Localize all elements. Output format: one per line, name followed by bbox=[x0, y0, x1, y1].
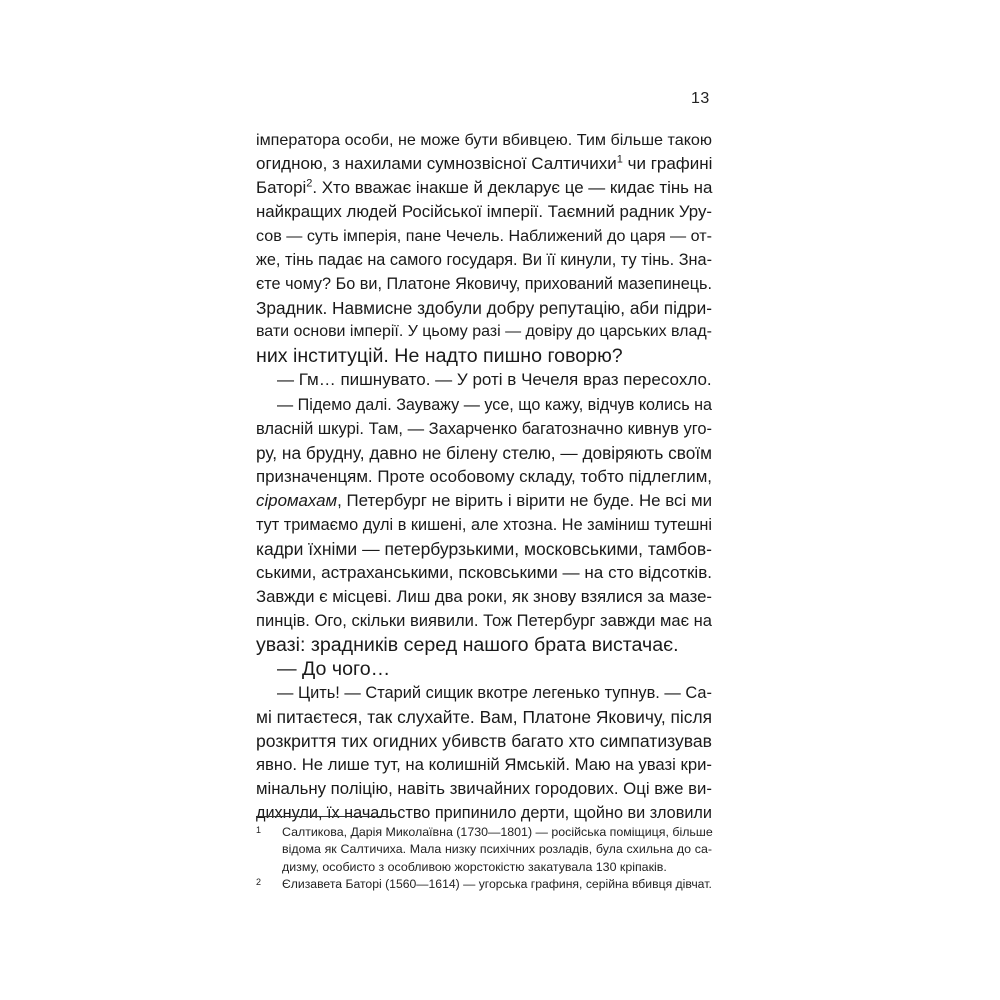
text-line bbox=[256, 393, 712, 417]
text-line-content: — До чого… bbox=[277, 658, 391, 681]
text-line-content: ськими, астраханськими, псковськими — на сто відсотків. bbox=[256, 562, 712, 582]
text-line-content: сов — суть імперія, пане Чечель. Наближений до царя — от- bbox=[256, 227, 712, 246]
footnote-line: Салтикова, Дарія Миколаївна (1730—1801) — російська поміщиця, більше bbox=[282, 825, 713, 839]
italic-word: сіромахам bbox=[256, 490, 338, 510]
text-line bbox=[256, 585, 712, 609]
footnote-separator bbox=[256, 816, 389, 817]
text-line-content: увазі: зрадників серед нашого брата вистачає. bbox=[256, 633, 679, 656]
text-line-content: — Гм… пишнувато. — У роті в Чечеля враз пересохло. bbox=[277, 370, 712, 390]
text-line-content: них інституцій. Не надто пишно говорю? bbox=[256, 345, 623, 368]
text-line-content: же, тінь падає на самого государя. Ви її кинули, ту тінь. Зна- bbox=[256, 251, 712, 270]
text-line-content: — Цить! — Старий сищик вкотре легенько тупнув. — Са- bbox=[277, 684, 712, 703]
text-line-content: Баторі bbox=[256, 178, 307, 198]
text-line bbox=[256, 272, 712, 296]
footnote-line: дизму, особисто з особливою жорстокістю закатувала 130 кріпаків. bbox=[282, 859, 667, 874]
text-line bbox=[256, 729, 712, 753]
footnotes bbox=[256, 824, 712, 893]
text-line-content: вати основи імперії. У цьому разі — довіру до царських влад- bbox=[256, 323, 712, 341]
text-line bbox=[256, 705, 712, 729]
footnote-line: відома як Салтичиха. Мала низку психічних розладів, була схильна до са- bbox=[282, 842, 712, 857]
footnote-number: 2 bbox=[256, 876, 262, 887]
footnote-line: Єлизавета Баторі (1560—1614) — угорська графиня, серійна вбивця дівчат. bbox=[282, 876, 712, 891]
text-line bbox=[256, 128, 712, 152]
text-line-content: призначенцям. Проте особовому складу, тобто підлеглим, bbox=[256, 466, 712, 486]
text-line-content: кадри їхніми — петербурзькими, московськими, тамбов- bbox=[256, 538, 712, 559]
text-line bbox=[256, 224, 712, 248]
text-line-content: мі питаєтеся, так слухайте. Вам, Платоне Яковичу, після bbox=[256, 707, 712, 728]
text-line bbox=[256, 200, 712, 224]
text-line-content: чи графині bbox=[622, 154, 713, 174]
text-line-content: найкращих людей Російської імперії. Таємний радник Уру- bbox=[256, 202, 712, 222]
text-line-content: тут тримаємо дулі в кишені, але хтозна. Не заміниш тутешні bbox=[256, 515, 712, 534]
footnote bbox=[256, 876, 712, 893]
text-line-content: Завжди є місцеві. Лиш два роки, як знову взялися за мазе- bbox=[256, 586, 712, 606]
text-line bbox=[256, 609, 712, 633]
footnote-marker[interactable]: 2 bbox=[306, 177, 313, 190]
text-line bbox=[256, 368, 712, 392]
footnote bbox=[256, 824, 712, 876]
text-line bbox=[256, 152, 712, 176]
text-line bbox=[256, 657, 712, 681]
text-line bbox=[256, 320, 712, 344]
text-line-content: мінальну поліцію, навіть звичайних городових. Оці вже ви- bbox=[256, 779, 712, 799]
text-line bbox=[256, 248, 712, 272]
text-line bbox=[256, 417, 712, 441]
text-line-content: єте чому? Бо ви, Платоне Яковичу, прихований мазепинець. bbox=[256, 275, 712, 294]
text-line-content: власній шкурі. Там, — Захарченко багатозначно кивнув уго- bbox=[256, 419, 712, 438]
main-text bbox=[256, 128, 712, 825]
text-line bbox=[256, 561, 712, 585]
text-line bbox=[256, 777, 712, 801]
footnote-marker[interactable]: 1 bbox=[616, 153, 623, 166]
text-line bbox=[256, 296, 712, 320]
text-line bbox=[256, 801, 712, 825]
text-line bbox=[256, 489, 712, 513]
text-line bbox=[256, 465, 712, 489]
text-line bbox=[256, 753, 712, 777]
text-line-content: огидною, з нахилами сумнозвісної Салтичихи bbox=[256, 154, 617, 174]
text-line-content: . Хто вважає інакше й декларує це — кидає тінь на bbox=[312, 178, 713, 198]
text-line bbox=[256, 513, 712, 537]
page-number: 13 bbox=[691, 90, 710, 107]
text-line-content: дихнули, їх начальство припинило дерти, щойно ви зловили bbox=[256, 804, 712, 823]
text-line-content: явно. Не лише тут, на колишній Ямській. Маю на увазі кри- bbox=[256, 755, 712, 775]
text-line-content: Зрадник. Навмисне здобули добру репутацію, аби підри- bbox=[256, 298, 713, 319]
text-line bbox=[256, 681, 712, 705]
text-line bbox=[256, 537, 712, 561]
text-line bbox=[256, 633, 712, 657]
text-line-content: — Підемо далі. Зауважу — усе, що кажу, відчув колись на bbox=[277, 395, 712, 414]
footnote-number: 1 bbox=[256, 825, 262, 835]
text-line-content: , Петербург не вірить і вірити не буде. Не всі ми bbox=[337, 490, 712, 510]
text-line-content: розкриття тих огидних убивств багато хто симпатизував bbox=[256, 731, 712, 752]
text-line bbox=[256, 176, 712, 200]
text-line-content: пинців. Ого, скільки виявили. Тож Петербург завжди має на bbox=[256, 610, 712, 630]
text-line-content: ру, на брудну, давно не білену стелю, — довіряють своїм bbox=[256, 442, 712, 463]
text-line bbox=[256, 441, 712, 465]
text-line-content: імператора особи, не може бути вбивцею. Тим більше такою bbox=[256, 131, 712, 149]
text-line bbox=[256, 344, 712, 368]
